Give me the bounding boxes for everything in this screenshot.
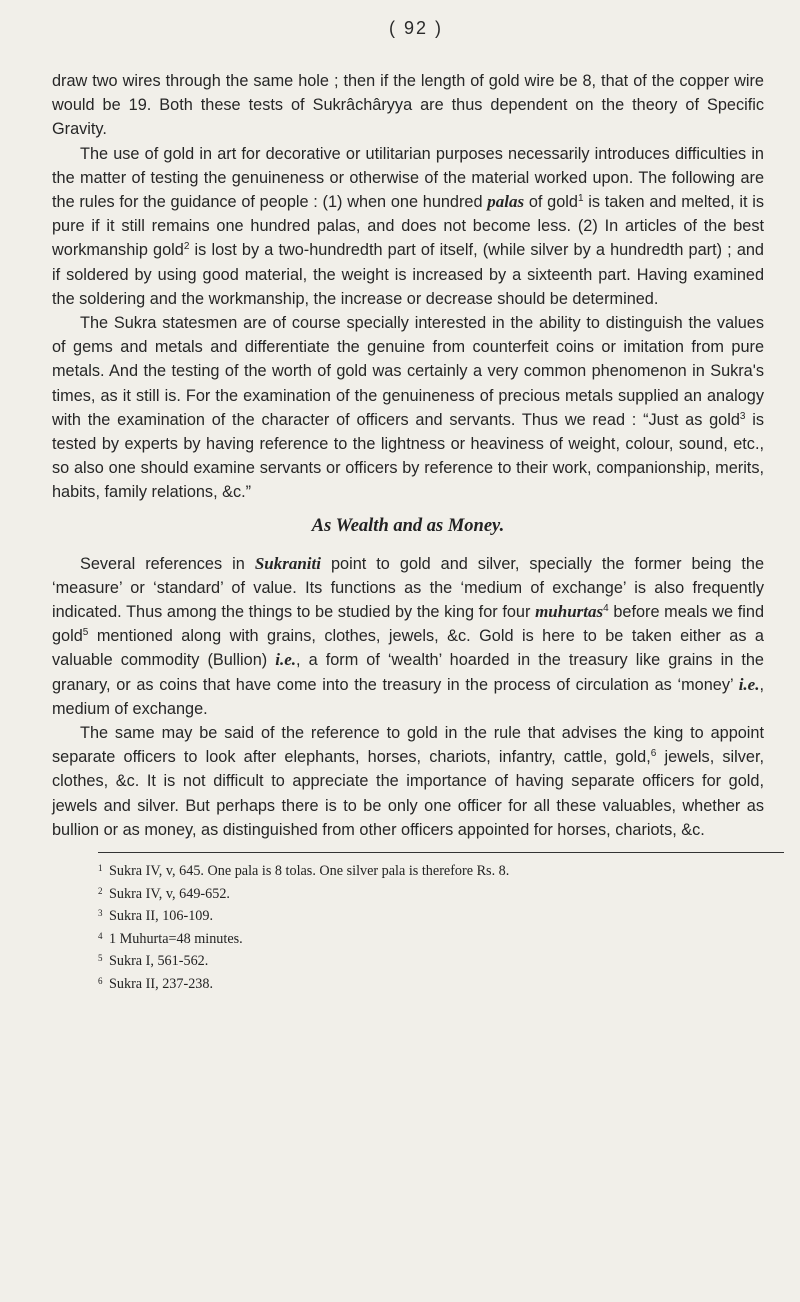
footnote-text: Sukra IV, v, 649-652. — [109, 885, 230, 902]
footnote-item — [98, 859, 764, 882]
footnote-text: Sukra II, 106-109. — [109, 908, 214, 925]
paragraph-2-text-c: is taken and melted, it is pure if it still remains one hundred palas, and does not become less. (2) In articles of the best workmanship gold — [52, 193, 764, 260]
paragraph-1 — [52, 69, 764, 142]
footnote-ref-5: 5 — [82, 627, 89, 639]
footnote-mark: 6 — [98, 976, 103, 987]
paragraph-4-text-c: before meals we find gold — [52, 603, 764, 646]
footnote-text: Sukra IV, v, 645. One pala is 8 tolas. One silver pala is therefore Rs. 8. — [109, 863, 510, 880]
italic-palas: palas — [487, 192, 525, 212]
paragraph-2 — [52, 142, 764, 311]
footnote-text: Sukra I, 561-562. — [109, 953, 209, 970]
body-text — [52, 69, 764, 842]
paragraph-4 — [52, 552, 764, 721]
footnote-ref-4: 4 — [603, 603, 609, 615]
footnote-text: 1 Muhurta=48 minutes. — [109, 930, 243, 947]
paragraph-1-text: draw two wires through the same hole ; then if the length of gold wire be 8, that of the copper wire would be 19. Both these tests of Sukrâchâryya are thus dependent on the theory of Specific Gravity. — [52, 72, 764, 139]
paragraph-4-text-a: Several references in — [80, 554, 255, 573]
footnote-ref-6: 6 — [650, 748, 657, 760]
paragraph-5-text-a: The same may be said of the reference to gold in the rule that advises the king to appoint separate officers to look after elephants, horses, chariots, infantry, cattle, gold, — [52, 724, 764, 767]
paragraph-4-text-b: point to gold and silver, specially the former being the ‘measure’ or ‘standard’ of value. Its functions as the ‘medium of exchange’ is also frequently indicated. Thus among the things to be studied by the king for four — [52, 554, 765, 622]
paragraph-4-text-f: , medium of exchange. — [52, 675, 764, 718]
italic-muhurtas: muhurtas — [535, 602, 604, 622]
paragraph-4-text-e: , a form of ‘wealth’ hoarded in the treasury like grains in the granary, or as coins that have come into the treasury in the process of circulation as ‘money’ — [52, 651, 764, 694]
footnote-item — [98, 949, 764, 972]
footnote-divider — [98, 852, 784, 853]
footnote-mark: 1 — [98, 863, 103, 874]
italic-ie-1: i.e. — [275, 650, 297, 670]
footnote-item — [98, 972, 764, 995]
footnote-mark: 4 — [98, 930, 103, 941]
paragraph-2-text-a: The use of gold in art for decorative or utilitarian purposes necessarily introduces difficulties in the matter of testing the genuineness or otherwise of the material worked upon. The following are the rules for the guidance of people : (1) when one hundred — [52, 144, 764, 212]
footnote-mark: 3 — [98, 908, 103, 919]
footnote-ref-1: 1 — [577, 193, 584, 205]
paragraph-2-text-b: of gold — [524, 193, 578, 212]
footnote-mark: 5 — [98, 953, 103, 964]
section-heading: As Wealth and as Money. — [311, 515, 505, 536]
footnotes-list — [98, 859, 764, 995]
paragraph-3-text-b: is tested by experts by having reference to the lightness or heaviness of weight, colour, sound, etc., so also one should examine servants or officers by reference to their work, companionship, merits, habits, family relations, &c.” — [52, 410, 764, 502]
paragraph-5-text-b: jewels, silver, clothes, &c. It is not difficult to appreciate the importance of having separate officers for gold, jewels and silver. But perhaps there is to be only one officer for all these valuables, whether as bullion or as money, as distinguished from other officers appointed for horses, chariots, &c. — [52, 748, 764, 839]
footnote-item — [98, 882, 764, 905]
page-number: ( 92 ) — [388, 18, 443, 38]
footnote-mark: 2 — [98, 885, 103, 896]
footnote-item — [98, 904, 764, 927]
footnote-ref-3: 3 — [739, 410, 746, 422]
footnote-item — [98, 927, 764, 950]
italic-ie-2: i.e. — [738, 674, 760, 694]
paragraph-4-text-d: mentioned along with grains, clothes, jewels, &c. Gold is here to be taken either as a valuable commodity (Bullion) — [52, 627, 764, 670]
paragraph-5 — [52, 721, 764, 842]
paragraph-3 — [52, 311, 764, 505]
italic-sukraniti: Sukraniti — [254, 553, 321, 573]
paragraph-3-text-a: The Sukra statesmen are of course specially interested in the ability to distinguish the values of gems and metals and differentiate the genuine from counterfeit coins or imitation from pure metals. And the testing of the worth of gold was certainly a very common phenomenon in Sukra's times, as it still is. For the examination of the genuineness of precious metals supplied an analogy with the examination of the character of officers and servants. Thus we read : “Just as gold — [52, 314, 764, 429]
footnote-text: Sukra II, 237-238. — [109, 976, 214, 993]
footnote-ref-2: 2 — [183, 241, 190, 253]
paragraph-2-text-d: is lost by a two-hundredth part of itself, (while silver by a hundredth part) ; and if soldered by using good material, the weight is increased by a sixteenth part. Having examined the soldering and the workmanship, the increase or decrease should be determined. — [52, 241, 764, 308]
